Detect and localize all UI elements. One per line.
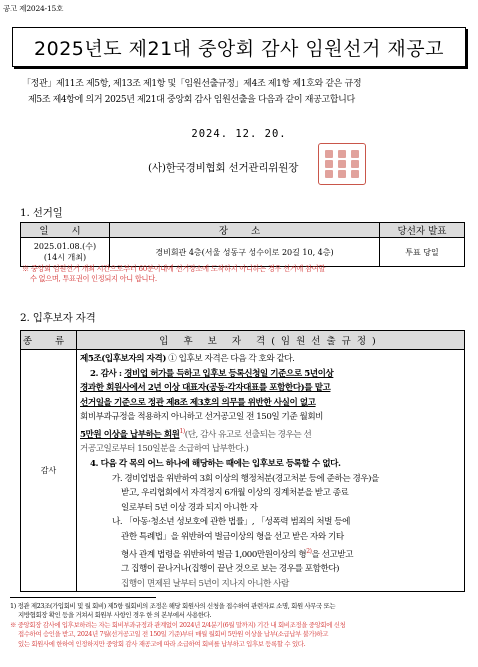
column-header: 장 소 <box>110 223 380 238</box>
footnote-divider <box>10 597 156 598</box>
column-header: 입 후 보 자 격(임원선출규정) <box>77 331 465 350</box>
intro-line: 「정관」제11조 제5항, 제13조 제1항 및「임원선출규정」제4조 제1항 제1호와 같은 규정 <box>22 79 362 89</box>
column-header: 종 류 <box>21 331 77 350</box>
footnote-line: 있는 회원사에 한하여 인정하지만 중앙회 감사 재공고에 따라 소급하여 회비를 납부하고 입후보 등록할 수 있다. <box>18 639 306 648</box>
footnote-line: 지방협회장 확인 등을 거쳐서 회원부 사항인 경우 한 의 본부에서 사용한다. <box>18 611 212 620</box>
criteria-line: 형사 관계 법령을 위반하여 벌금 1,000만원이상의 형$^{2)}$을 선고받고 <box>121 547 354 560</box>
criteria-line: 가. 경비업법을 위반하여 3회 이상의 행정처분(경고처분 등에 준하는 경우)을 <box>112 473 379 484</box>
column-header: 당선자 발표 <box>380 223 465 238</box>
column-header: 일 시 <box>21 223 110 238</box>
criteria-line: 제5조(입후보자의 자격) ① 입후보 자격은 다음 각 호와 같다. <box>80 354 295 364</box>
election-date: 2025.01.08.(수) <box>33 242 97 251</box>
announcement-cell: 투표 당일 <box>380 238 465 267</box>
section-heading-election-date: 1. 선거일 <box>20 207 63 219</box>
note-line: 수 없으며, 투표권이 인정되지 아니 합니다. <box>30 274 157 283</box>
criteria-line: 5만원 이상을 납부하는 회원$^{1)}$(단, 감사 유고로 선출되는 경우는 선 <box>80 427 312 440</box>
eligibility-criteria-cell <box>77 350 465 592</box>
footnotes <box>10 602 468 649</box>
table-row <box>21 350 465 592</box>
page-title: 2025년도 제21대 중앙회 감사 임원선거 재공고 <box>12 27 466 67</box>
criteria-line: 2. 감사 : 경비업 허가를 득하고 입후보 등록신청일 기준으로 5년이상 <box>90 368 334 379</box>
criteria-text <box>80 352 460 591</box>
section-heading-eligibility: 2. 입후보자 자격 <box>20 312 96 324</box>
table-header-row <box>21 223 465 238</box>
notice-number: 공고 제2024-15호 <box>3 4 64 13</box>
official-seal-icon <box>318 143 366 185</box>
election-date-table <box>20 222 465 267</box>
note-line: ※ 중앙회 임원선거 개최 시간으로부터 60분이내에 선거장소에 도착하지 아니하는 경우 선거에 참여할 <box>22 264 325 273</box>
footnote-line: ※ 중앙회장 감사에 입후보하려는 자는 회비부과규정과 관계없이 2024년 2/4분기(6월 말까지) 기간 내 회비조정을 중앙회에 신청 <box>10 620 346 629</box>
intro-paragraph <box>22 76 462 108</box>
criteria-line: 받고, 우리협회에서 자격정지 6개월 이상의 징계처분을 받고 종료 <box>121 488 349 499</box>
criteria-line: 집행이 면제된 날부터 5년이 지나지 아니한 사람 <box>121 578 289 589</box>
criteria-line: 일로부터 5년 이상 경과 되지 아니한 자 <box>121 502 258 513</box>
criteria-line: 관한 특례법」을 위반하여 벌금이상의 형을 선고 받은 자와 기타 <box>121 531 344 542</box>
footnote-line: 1) 정관 제23조(가입회비 및 월 회비) 제5항 월회비의 조정은 해당 회원사의 신청을 접수하여 관련자료 소명, 회원 사무국 또는 <box>10 602 336 610</box>
election-time: (14시 개최) <box>43 253 87 262</box>
criteria-line: 그 집행이 끝나거나(집행이 끝난 것으로 보는 경우를 포함한다) <box>121 564 340 575</box>
criteria-line: 선거일을 기준으로 정관 제8조 제3호의 의무를 위반한 사실이 없고 <box>80 397 316 408</box>
criteria-line: 4. 다음 각 목의 어느 하나에 해당하는 때에는 입후보로 등록할 수 없다. <box>90 459 341 470</box>
notice-date: 2024. 12. 20. <box>191 128 287 140</box>
issuer-name: (사)한국경비협회 선거관리위원장 <box>148 162 299 174</box>
eligibility-table <box>20 330 465 592</box>
criteria-line: 거공고일로부터 150일분을 소급하여 납부한다.) <box>80 444 249 455</box>
candidate-type-cell: 감사 <box>21 350 77 592</box>
election-place-cell: 경비회관 4층(서울 성동구 성수이로 20길 10, 4층) <box>110 238 380 267</box>
table-header-row <box>21 331 465 350</box>
criteria-line: 나. 「아동·청소년 성보호에 관한 법률」, 「성폭력 범죄의 처벌 등에 <box>112 517 350 528</box>
criteria-line: 경과한 회원사에서 2년 이상 대표자(공동·각자대표를 포함한다)를 맡고 <box>80 383 331 394</box>
criteria-line: 회비부과규정을 적용하지 아니하고 선거공고일 전 150일 기준 월회비 <box>80 412 324 423</box>
intro-line: 제5조 제4항에 의거 2025년 제21대 중앙회 감사 임원선출을 다음과 같이 재공고합니다 <box>28 95 355 105</box>
election-note <box>22 264 462 284</box>
election-datetime-cell <box>21 238 110 267</box>
table-row <box>21 238 465 267</box>
footnote-line: 접수하여 승인을 받고, 2024년 7월(선거공고일 전 150일 기준)부터 매월 월회비 5만원 이상을 납부(소급납부 불가)하고 <box>18 630 329 639</box>
